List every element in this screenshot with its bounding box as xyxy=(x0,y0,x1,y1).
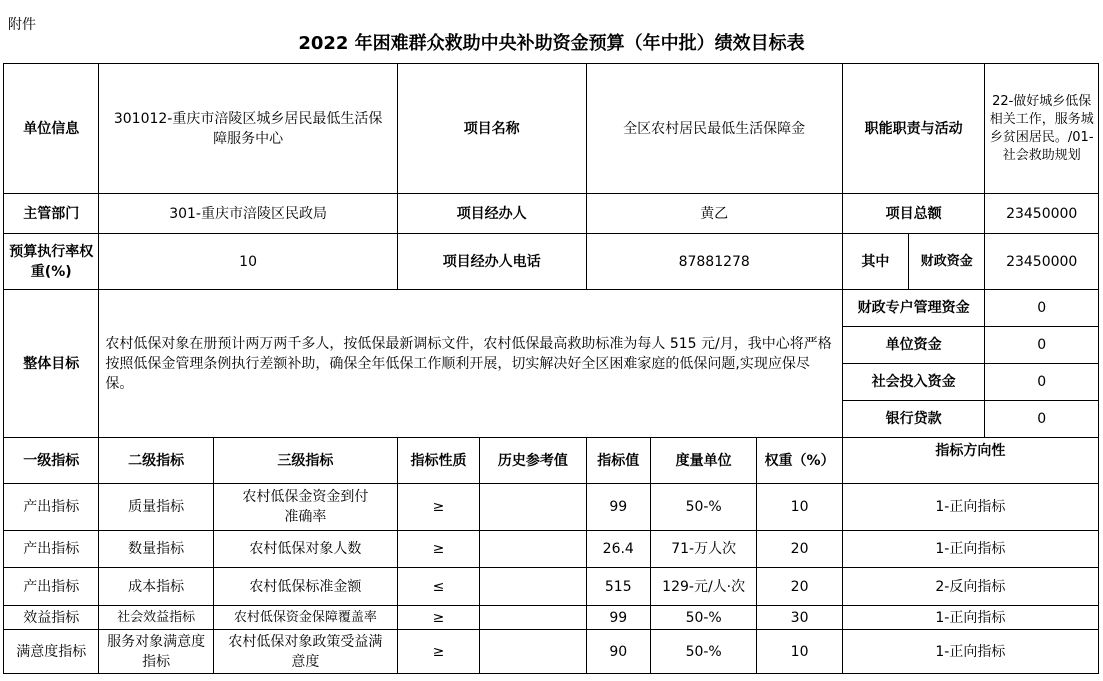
fund-label: 单位资金 xyxy=(842,327,985,364)
total-value: 23450000 xyxy=(985,194,1099,234)
level1-cell: 产出指标 xyxy=(4,568,99,606)
column-header: 指标值 xyxy=(586,438,650,484)
history-cell xyxy=(480,531,586,568)
nature-cell: ≥ xyxy=(397,484,479,531)
history-cell xyxy=(480,606,586,630)
history-cell xyxy=(480,484,586,531)
table-row xyxy=(4,568,1099,606)
level2-cell: 成本指标 xyxy=(99,568,214,606)
value-cell: 99 xyxy=(586,484,650,531)
column-header: 历史参考值 xyxy=(480,438,586,484)
column-header: 指标方向性 xyxy=(842,438,1098,484)
weight-cell: 20 xyxy=(757,568,842,606)
unit-info-label: 单位信息 xyxy=(4,64,99,194)
fund-value: 0 xyxy=(985,364,1099,401)
goal-row-1 xyxy=(4,290,1099,327)
level2-cell: 数量指标 xyxy=(99,531,214,568)
level1-cell: 效益指标 xyxy=(4,606,99,630)
budget-rate-value: 10 xyxy=(99,234,397,290)
attachment-label: 附件 xyxy=(8,17,36,33)
fund-label: 财政专户管理资金 xyxy=(842,290,985,327)
unit-cell: 129-元/人·次 xyxy=(650,568,756,606)
phone-label: 项目经办人电话 xyxy=(397,234,586,290)
weight-cell: 10 xyxy=(757,630,842,674)
budget-row xyxy=(4,234,1099,290)
column-header: 权重（%） xyxy=(757,438,842,484)
table-row xyxy=(4,484,1099,531)
project-name-label: 项目名称 xyxy=(397,64,586,194)
level3-cell: 农村低保标准金额 xyxy=(213,568,397,606)
unit-cell: 71-万人次 xyxy=(650,531,756,568)
handler-value: 黄乙 xyxy=(586,194,842,234)
performance-target-table xyxy=(3,63,1099,674)
nature-cell: ≤ xyxy=(397,568,479,606)
unit-info-row xyxy=(4,64,1099,194)
history-cell xyxy=(480,630,586,674)
dept-value: 301-重庆市涪陵区民政局 xyxy=(99,194,397,234)
column-header: 指标性质 xyxy=(397,438,479,484)
value-cell: 99 xyxy=(586,606,650,630)
dept-row xyxy=(4,194,1099,234)
level3-cell xyxy=(213,630,397,674)
weight-cell: 10 xyxy=(757,484,842,531)
unit-info-value xyxy=(99,64,397,194)
fund-value: 0 xyxy=(985,401,1099,438)
unit-cell: 50-% xyxy=(650,606,756,630)
fiscal-label: 财政资金 xyxy=(909,234,985,290)
level3-text: 农村低保对象政策受益满意度 xyxy=(228,633,383,670)
level1-cell: 产出指标 xyxy=(4,484,99,531)
level3-cell: 农村低保对象人数 xyxy=(213,531,397,568)
value-cell: 90 xyxy=(586,630,650,674)
fund-label: 社会投入资金 xyxy=(842,364,985,401)
fiscal-value: 23450000 xyxy=(985,234,1099,290)
table-row xyxy=(4,630,1099,674)
weight-cell: 30 xyxy=(757,606,842,630)
table-row xyxy=(4,531,1099,568)
direction-cell: 1-正向指标 xyxy=(842,630,1098,674)
total-label: 项目总额 xyxy=(842,194,985,234)
level1-cell: 产出指标 xyxy=(4,531,99,568)
dept-label: 主管部门 xyxy=(4,194,99,234)
level3-text: 农村低保金资金到付准确率 xyxy=(242,489,369,525)
history-cell xyxy=(480,568,586,606)
goal-text: 农村低保对象在册预计两万两千多人，按低保最新调标文件，农村低保最高救助标准为每人 515 元/月，我中心将严格按照低保金管理条例执行差额补助，确保全年低保工作顺利开展，切实解决好全区困难家庭的低保问题,实现应保尽保。 xyxy=(99,290,842,438)
unit-cell: 50-% xyxy=(650,630,756,674)
column-header: 一级指标 xyxy=(4,438,99,484)
nature-cell: ≥ xyxy=(397,630,479,674)
weight-cell: 20 xyxy=(757,531,842,568)
direction-cell: 1-正向指标 xyxy=(842,531,1098,568)
goal-label: 整体目标 xyxy=(4,290,99,438)
column-header: 度量单位 xyxy=(650,438,756,484)
handler-label: 项目经办人 xyxy=(397,194,586,234)
budget-rate-label: 预算执行率权重(%) xyxy=(4,234,99,290)
column-header: 二级指标 xyxy=(99,438,214,484)
level2-cell: 质量指标 xyxy=(99,484,214,531)
unit-cell: 50-% xyxy=(650,484,756,531)
unit-info-text: 301012-重庆市涪陵区城乡居民最低生活保障服务中心 xyxy=(113,110,383,147)
nature-cell: ≥ xyxy=(397,606,479,630)
value-cell: 26.4 xyxy=(586,531,650,568)
level1-cell: 满意度指标 xyxy=(4,630,99,674)
direction-cell: 1-正向指标 xyxy=(842,484,1098,531)
level3-cell: 农村低保资金保障覆盖率 xyxy=(213,606,397,630)
level3-cell xyxy=(213,484,397,531)
direction-cell: 1-正向指标 xyxy=(842,606,1098,630)
fund-value: 0 xyxy=(985,327,1099,364)
project-name-value: 全区农村居民最低生活保障金 xyxy=(586,64,842,194)
column-header: 三级指标 xyxy=(213,438,397,484)
phone-value: 87881278 xyxy=(586,234,842,290)
level2-cell: 社会效益指标 xyxy=(99,606,214,630)
nature-cell: ≥ xyxy=(397,531,479,568)
value-cell: 515 xyxy=(586,568,650,606)
page-title: 2022 年困难群众救助中央补助资金预算（年中批）绩效目标表 xyxy=(298,33,805,54)
table-row xyxy=(4,606,1099,630)
fund-value: 0 xyxy=(985,290,1099,327)
among-label: 其中 xyxy=(842,234,908,290)
function-label: 职能职责与活动 xyxy=(842,64,985,194)
function-value: 22-做好城乡低保相关工作，服务城乡贫困居民。/01-社会救助规划 xyxy=(985,64,1099,194)
level2-cell: 服务对象满意度指标 xyxy=(99,630,214,674)
indicator-header-row xyxy=(4,438,1099,484)
fund-label: 银行贷款 xyxy=(842,401,985,438)
direction-cell: 2-反向指标 xyxy=(842,568,1098,606)
